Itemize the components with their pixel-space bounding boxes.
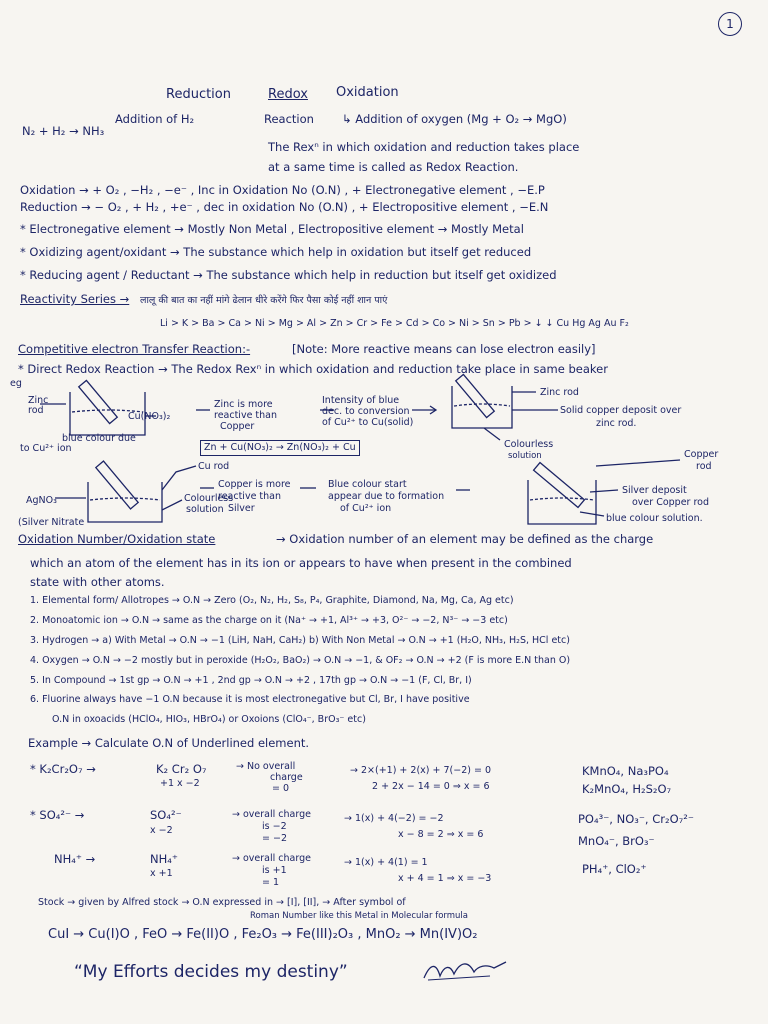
copper-rod-1: Copper xyxy=(684,449,719,460)
copper-more-3: Silver xyxy=(228,503,255,514)
blue-colour-label: blue colour due xyxy=(62,433,136,444)
zinc-more-3: Copper xyxy=(220,421,255,432)
stock-line-1-sub: Roman Number like this Metal in Molecular formula xyxy=(250,911,468,921)
ex2-solution: x − 8 = 2 ⇒ x = 6 xyxy=(398,829,484,840)
stock-examples: CuI → Cu(I)O , FeO → Fe(II)O , Fe₂O₃ → Fe(III)₂O₃ , MnO₂ → Mn(IV)O₂ xyxy=(48,927,478,942)
agno3-label: AgNO₃ xyxy=(26,495,57,506)
ex1-charges: +1 x −2 xyxy=(160,778,200,789)
silver-deposit-2: over Copper rod xyxy=(632,497,710,508)
silver-deposit-1: Silver deposit xyxy=(622,485,687,496)
blue-start-1: Blue colour start xyxy=(328,479,407,490)
redox-def-2: at a same time is called as Redox Reaction. xyxy=(268,160,519,174)
redox-def-1: The Rexⁿ in which oxidation and reduction takes place xyxy=(268,140,580,154)
ex2-eq: = −2 xyxy=(262,833,287,844)
addition-h2: Addition of H₂ xyxy=(115,112,195,126)
on-rule-4: 4. Oxygen → O.N → −2 mostly but in peroxide (H₂O₂, BaO₂) → O.N → −1, & OF₂ → O.N → +2 (F is more E.N than O) xyxy=(30,655,571,666)
reaction-label: Reaction xyxy=(264,112,314,126)
addition-o2: ↳ Addition of oxygen (Mg + O₂ → MgO) xyxy=(342,112,567,126)
on-rule-6b: O.N in oxoacids (HClO₄, HIO₃, HBrO₄) or Oxoions (ClO₄⁻, BrO₃⁻ etc) xyxy=(52,714,366,725)
colourless-1: Colourless xyxy=(504,439,554,450)
redox-label: Redox xyxy=(268,87,308,102)
competitive-note: [Note: More reactive means can lose electron easily] xyxy=(292,342,596,356)
on-rule-3: 3. Hydrogen → a) With Metal → O.N → −1 (LiH, NaH, CaH₂) b) With Non Metal → O.N → +1 (H₂O, NH₃, H₂S, HCl etc) xyxy=(30,635,570,646)
on-rule-5: 5. In Compound → 1st gp → O.N → +1 , 2nd gp → O.N → +2 , 17th gp → O.N → −1 (F, Cl, Br, I) xyxy=(30,675,472,686)
zinc-rod-right: Zinc rod xyxy=(540,387,579,398)
colourless-solution-1: Colourless xyxy=(184,493,234,504)
ex1-related-1: KMnO₄, Na₃PO₄ xyxy=(582,764,669,778)
ex3-related-1: PH₄⁺, ClO₂⁺ xyxy=(582,862,647,876)
reducing-agent-def: * Reducing agent / Reductant → The substance which help in reduction but itself get oxidized xyxy=(20,268,557,282)
ex1-related-2: K₂MnO₄, H₂S₂O₇ xyxy=(582,782,672,796)
reduction-def: Reduction → − O₂ , + H₂ , +e⁻ , dec in oxidation No (O.N) , + Electropositive element , −E.N xyxy=(20,200,549,214)
ex1-equation: → 2×(+1) + 2(x) + 7(−2) = 0 xyxy=(350,765,491,776)
ex2-note: → overall charge xyxy=(232,809,311,820)
copper-more-2: reactive than xyxy=(218,491,282,502)
signature-icon xyxy=(420,956,510,986)
stock-line-1: Stock → given by Alfred stock → O.N expressed in → [I], [II], → After symbol of xyxy=(38,897,406,908)
ex2-formula: * SO₄²⁻ → xyxy=(30,808,85,822)
ex2-is: is −2 xyxy=(262,821,287,832)
colourless-solution-2: solution xyxy=(186,504,224,515)
reactivity-series: Li > K > Ba > Ca > Ni > Mg > Al > Zn > Cr > Fe > Cd > Co > Ni > Sn > Pb > ↓ ↓ Cu Hg Ag Au F₂ xyxy=(160,318,629,329)
on-def-2: which an atom of the element has in its ion or appears to have when present in the combined xyxy=(30,556,572,570)
eg-label: eg xyxy=(10,378,22,389)
on-rule-6: 6. Fluorine always have −1 O.N because it is most electronegative but Cl, Br, I have positive xyxy=(30,694,470,705)
competitive-title: Competitive electron Transfer Reaction:- xyxy=(18,342,251,356)
blue-start-3: of Cu²⁺ ion xyxy=(340,503,392,514)
oxidation-label: Oxidation xyxy=(336,85,399,100)
blue-colour-solution: blue colour solution. xyxy=(606,513,703,524)
on-rule-2: 2. Monoatomic ion → O.N → same as the charge on it (Na⁺ → +1, Al³⁺ → +3, O²⁻ → −2, N³⁻ → −3 etc) xyxy=(30,615,508,626)
electronegative-def: * Electronegative element → Mostly Non Metal , Electropositive element → Mostly Metal xyxy=(20,222,524,236)
ex2-related-2: MnO₄⁻, BrO₃⁻ xyxy=(578,834,655,848)
n2-h2-equation: N₂ + H₂ → NH₃ xyxy=(22,124,105,138)
ex3-note: → overall charge xyxy=(232,853,311,864)
example-title: Example → Calculate O.N of Underlined element. xyxy=(28,736,310,750)
ex1-note: → No overall xyxy=(236,761,296,772)
colourless-2: solution xyxy=(508,451,542,461)
cu-rod-label: Cu rod xyxy=(198,461,230,472)
cuno3-label: Cu(NO₃)₂ xyxy=(128,411,171,422)
page-number: 1 xyxy=(718,12,742,36)
motivational-quote: “My Efforts decides my destiny” xyxy=(74,962,348,982)
ex2-equation: → 1(x) + 4(−2) = −2 xyxy=(344,813,444,824)
ex1-split: K₂ Cr₂ O₇ xyxy=(156,762,207,776)
on-def-3: state with other atoms. xyxy=(30,575,165,589)
to-cu-ion-label: to Cu²⁺ ion xyxy=(20,443,72,454)
ex3-formula: NH₄⁺ → xyxy=(54,852,96,866)
copper-more-1: Copper is more xyxy=(218,479,291,490)
on-title: Oxidation Number/Oxidation state xyxy=(18,532,216,546)
ex3-eq: = 1 xyxy=(262,877,280,888)
ex3-is: is +1 xyxy=(262,865,287,876)
silver-nitrate-label: (Silver Nitrate xyxy=(18,517,85,528)
copper-rod-2: rod xyxy=(696,461,712,472)
ex1-charge: charge xyxy=(270,772,303,783)
zinc-more-2: reactive than xyxy=(214,410,278,421)
ex2-charges: x −2 xyxy=(150,825,173,836)
oxidizing-agent-def: * Oxidizing agent/oxidant → The substance which help in oxidation but itself get reduced xyxy=(20,245,532,259)
zn-cu-equation: Zn + Cu(NO₃)₂ → Zn(NO₃)₂ + Cu xyxy=(200,440,360,456)
on-def-1: → Oxidation number of an element may be defined as the charge xyxy=(276,532,654,546)
ex1-solution: 2 + 2x − 14 = 0 ⇒ x = 6 xyxy=(372,781,490,792)
blue-start-2: appear due to formation xyxy=(328,491,445,502)
zinc-more-1: Zinc is more xyxy=(214,399,273,410)
intensity-2: dec. to conversion xyxy=(322,406,410,417)
ex3-solution: x + 4 = 1 ⇒ x = −3 xyxy=(398,873,492,884)
reactivity-hindi: लालू की बात का नहीं मांगे ढेलान धीरे करेंगे फिर पैसा कोई नहीं शान पाएं xyxy=(140,295,388,306)
solid-copper-2: zinc rod. xyxy=(596,418,637,429)
ex2-related-1: PO₄³⁻, NO₃⁻, Cr₂O₇²⁻ xyxy=(578,812,694,826)
intensity-1: Intensity of blue xyxy=(322,395,400,406)
reduction-label: Reduction xyxy=(166,87,231,102)
ex2-split: SO₄²⁻ xyxy=(150,808,182,822)
ex3-charges: x +1 xyxy=(150,868,173,879)
ex3-equation: → 1(x) + 4(1) = 1 xyxy=(344,857,428,868)
ex3-split: NH₄⁺ xyxy=(150,852,178,866)
intensity-3: of Cu²⁺ to Cu(solid) xyxy=(322,417,414,428)
ex1-zero: = 0 xyxy=(272,783,290,794)
on-rule-1: 1. Elemental form/ Allotropes → O.N → Zero (O₂, N₂, H₂, S₈, P₄, Graphite, Diamond, Na, Mg, Ca, Ag etc) xyxy=(30,595,514,606)
solid-copper-1: Solid copper deposit over xyxy=(560,405,682,416)
reactivity-label: Reactivity Series → xyxy=(20,292,130,306)
ex1-formula: * K₂Cr₂O₇ → xyxy=(30,762,96,776)
zinc-rod-label: Zinc rod xyxy=(28,395,49,416)
oxidation-def: Oxidation → + O₂ , −H₂ , −e⁻ , Inc in Oxidation No (O.N) , + Electronegative element , −E.P xyxy=(20,183,545,197)
direct-redox-def: * Direct Redox Reaction → The Redox Rexⁿ in which oxidation and reduction take place in same beaker xyxy=(18,362,608,376)
